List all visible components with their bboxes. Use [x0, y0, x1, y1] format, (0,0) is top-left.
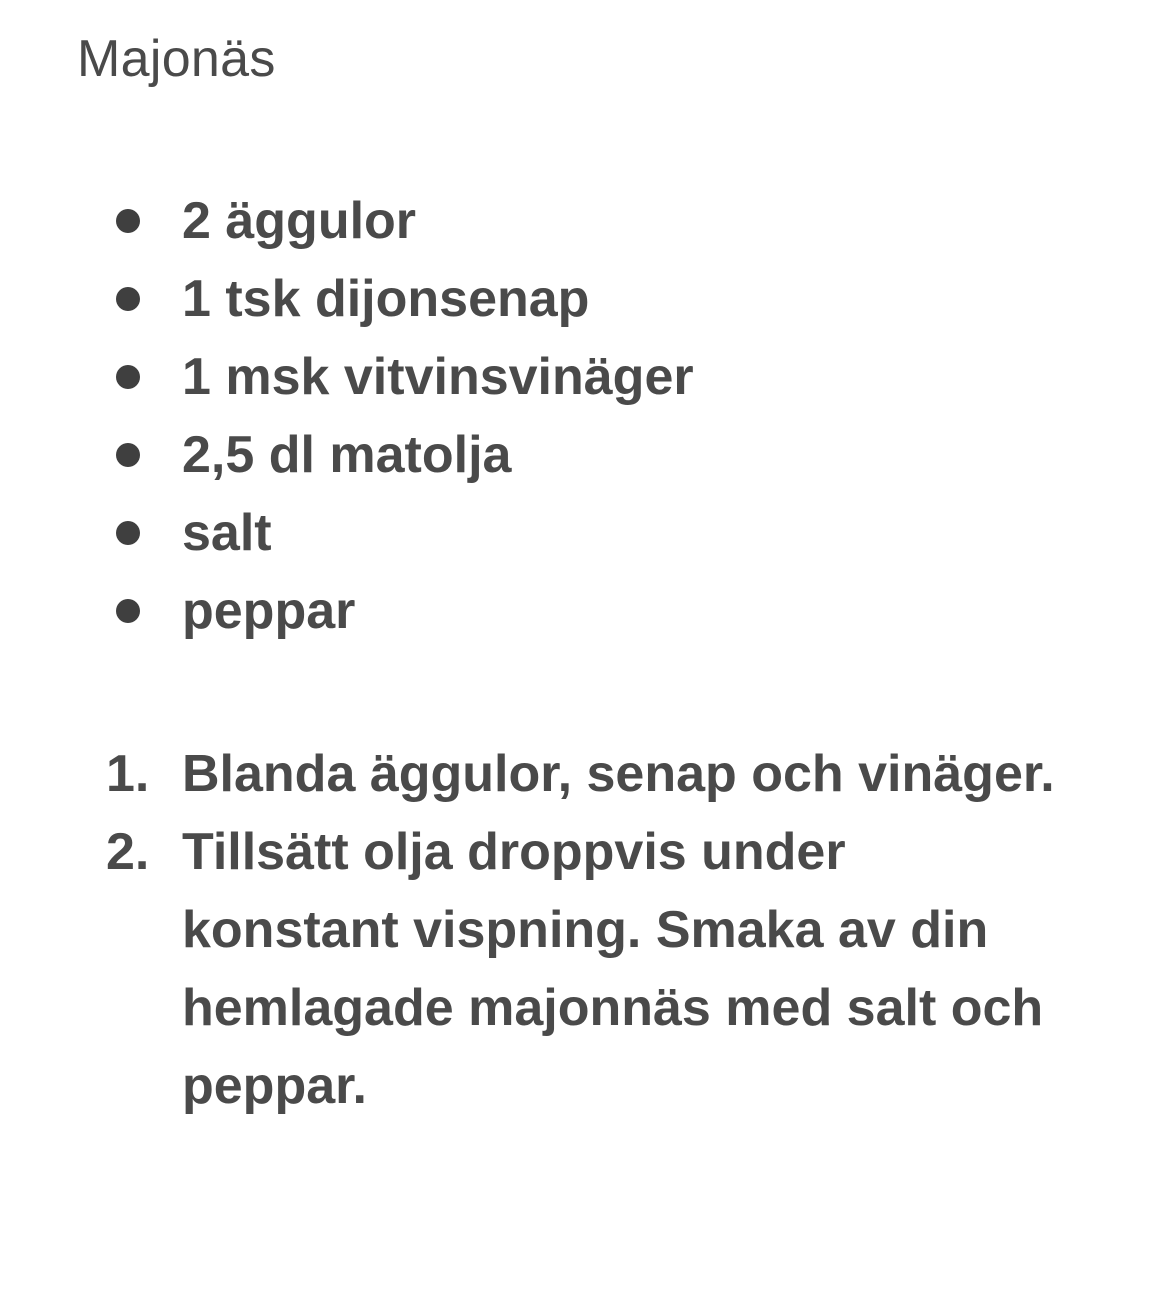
- list-item[interactable]: [0, 572, 1170, 650]
- step-text: Blanda äggulor, senap och vinäger.: [182, 745, 1055, 803]
- list-item[interactable]: [0, 813, 1170, 1125]
- step-number: 1.: [106, 745, 150, 803]
- note-title[interactable]: Majonäs: [77, 30, 276, 88]
- ingredient-text: salt: [182, 504, 272, 562]
- ingredient-text: 2 äggulor: [182, 192, 417, 250]
- list-item[interactable]: [0, 416, 1170, 494]
- bullet-icon: [116, 209, 140, 233]
- instruction-list: [0, 735, 1170, 1125]
- list-item[interactable]: [0, 494, 1170, 572]
- ingredient-text: peppar: [182, 582, 356, 640]
- bullet-icon: [116, 365, 140, 389]
- list-item[interactable]: [0, 182, 1170, 260]
- ingredient-list: [0, 182, 1170, 650]
- step-text: Tillsätt olja droppvis under konstant vispning. Smaka av din hemlagade majonnäs med salt och peppar.: [182, 823, 1044, 1115]
- list-item[interactable]: [0, 338, 1170, 416]
- list-item[interactable]: [0, 260, 1170, 338]
- bullet-icon: [116, 443, 140, 467]
- bullet-icon: [116, 287, 140, 311]
- ingredient-text: 2,5 dl matolja: [182, 426, 512, 484]
- bullet-icon: [116, 599, 140, 623]
- ingredient-text: 1 msk vitvinsvinäger: [182, 348, 694, 406]
- ingredient-text: 1 tsk dijonsenap: [182, 270, 590, 328]
- bullet-icon: [116, 521, 140, 545]
- step-number: 2.: [106, 823, 150, 881]
- list-item[interactable]: [0, 735, 1170, 813]
